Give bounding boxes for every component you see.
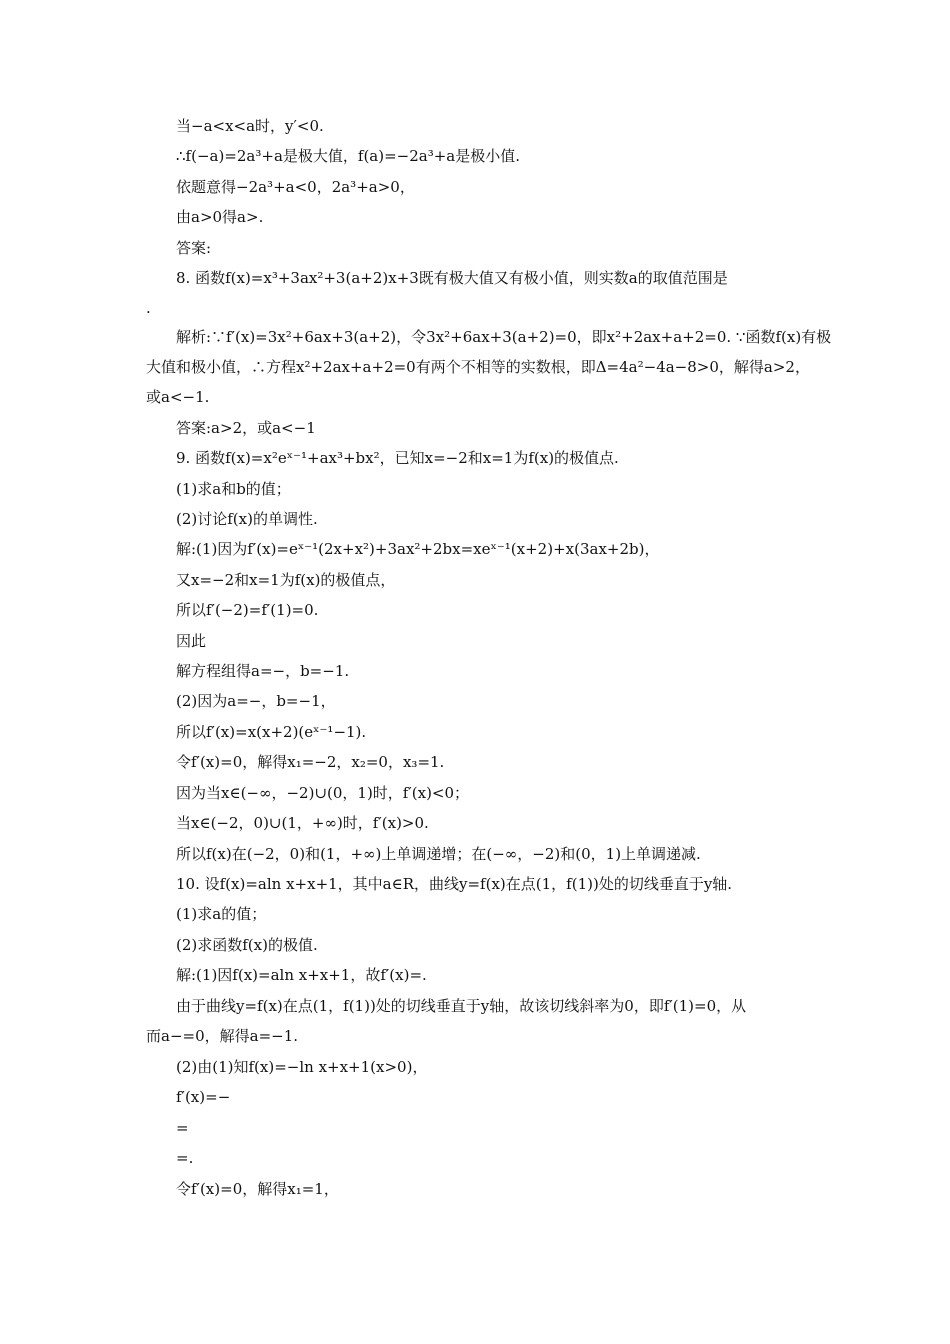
text-line: 解析:∵f′(x)=3x²+6ax+3(a+2)，令3x²+6ax+3(a+2)=0，即x²+2ax+a+2=0. ∵函数f(x)有极 <box>176 328 832 346</box>
text-line: =. <box>176 1149 194 1167</box>
question-8: 8. 函数f(x)=x³+3ax²+3(a+2)x+3既有极大值又有极小值，则实数a的取值范围是 <box>176 269 728 287</box>
text-line: 令f′(x)=0，解得x₁=1， <box>176 1180 339 1198</box>
text-line: (2)由(1)知f(x)=−ln x+x+1(x>0)， <box>176 1058 428 1076</box>
answer-8: 答案:a>2，或a<−1 <box>176 419 316 437</box>
question-10: 10. 设f(x)=aln x+x+1，其中a∈R，曲线y=f(x)在点(1，f(1))处的切线垂直于y轴. <box>176 875 733 893</box>
text-line: = <box>176 1119 189 1137</box>
text-line: (2)求函数f(x)的极值. <box>176 936 318 954</box>
question-9: 9. 函数f(x)=x²eˣ⁻¹+ax³+bx²，已知x=−2和x=1为f(x)的极值点. <box>176 449 619 467</box>
text-line: 因此 <box>176 632 207 650</box>
text-line: . <box>146 299 151 317</box>
text-line: 由于曲线y=f(x)在点(1，f(1))处的切线垂直于y轴，故该切线斜率为0，即f′(1)=0，从 <box>176 997 747 1015</box>
text-line: 所以f′(x)=x(x+2)(eˣ⁻¹−1). <box>176 723 367 741</box>
text-line: 由a>0得a>. <box>176 208 264 226</box>
text-line: 因为当x∈(−∞，−2)∪(0，1)时，f′(x)<0； <box>176 784 470 802</box>
text-line: 当−a<x<a时，y′<0. <box>176 117 324 135</box>
text-line: (2)因为a=−，b=−1， <box>176 692 336 710</box>
text-line: 解:(1)因为f′(x)=eˣ⁻¹(2x+x²)+3ax²+2bx=xeˣ⁻¹(x+2)+x(3ax+2b)， <box>176 540 660 558</box>
text-line: 或a<−1. <box>146 388 210 406</box>
text-line: 又x=−2和x=1为f(x)的极值点， <box>176 571 396 589</box>
text-line: f′(x)=− <box>176 1088 231 1106</box>
text-line: 令f′(x)=0，解得x₁=−2，x₂=0，x₃=1. <box>176 753 445 771</box>
text-line: (2)讨论f(x)的单调性. <box>176 510 318 528</box>
text-line: 所以f′(−2)=f′(1)=0. <box>176 601 319 619</box>
text-line: 解方程组得a=−，b=−1. <box>176 662 350 680</box>
text-line: 答案: <box>176 239 212 257</box>
text-line: 所以f(x)在(−2，0)和(1，+∞)上单调递增；在(−∞，−2)和(0，1)上单调递减. <box>176 845 701 863</box>
text-line: ∴f(−a)=2a³+a是极大值，f(a)=−2a³+a是极小值. <box>176 147 521 165</box>
text-line: (1)求a的值； <box>176 905 267 923</box>
text-line: (1)求a和b的值； <box>176 480 291 498</box>
text-line: 依题意得−2a³+a<0，2a³+a>0， <box>176 178 415 196</box>
text-line: 而a−=0，解得a=−1. <box>146 1027 299 1045</box>
text-line: 当x∈(−2，0)∪(1，+∞)时，f′(x)>0. <box>176 814 429 832</box>
text-line: 大值和极小值，∴方程x²+2ax+a+2=0有两个不相等的实数根，即Δ=4a²−4a−8>0，解得a>2， <box>146 358 810 376</box>
text-line: 解:(1)因f(x)=aln x+x+1，故f′(x)=. <box>176 966 427 984</box>
